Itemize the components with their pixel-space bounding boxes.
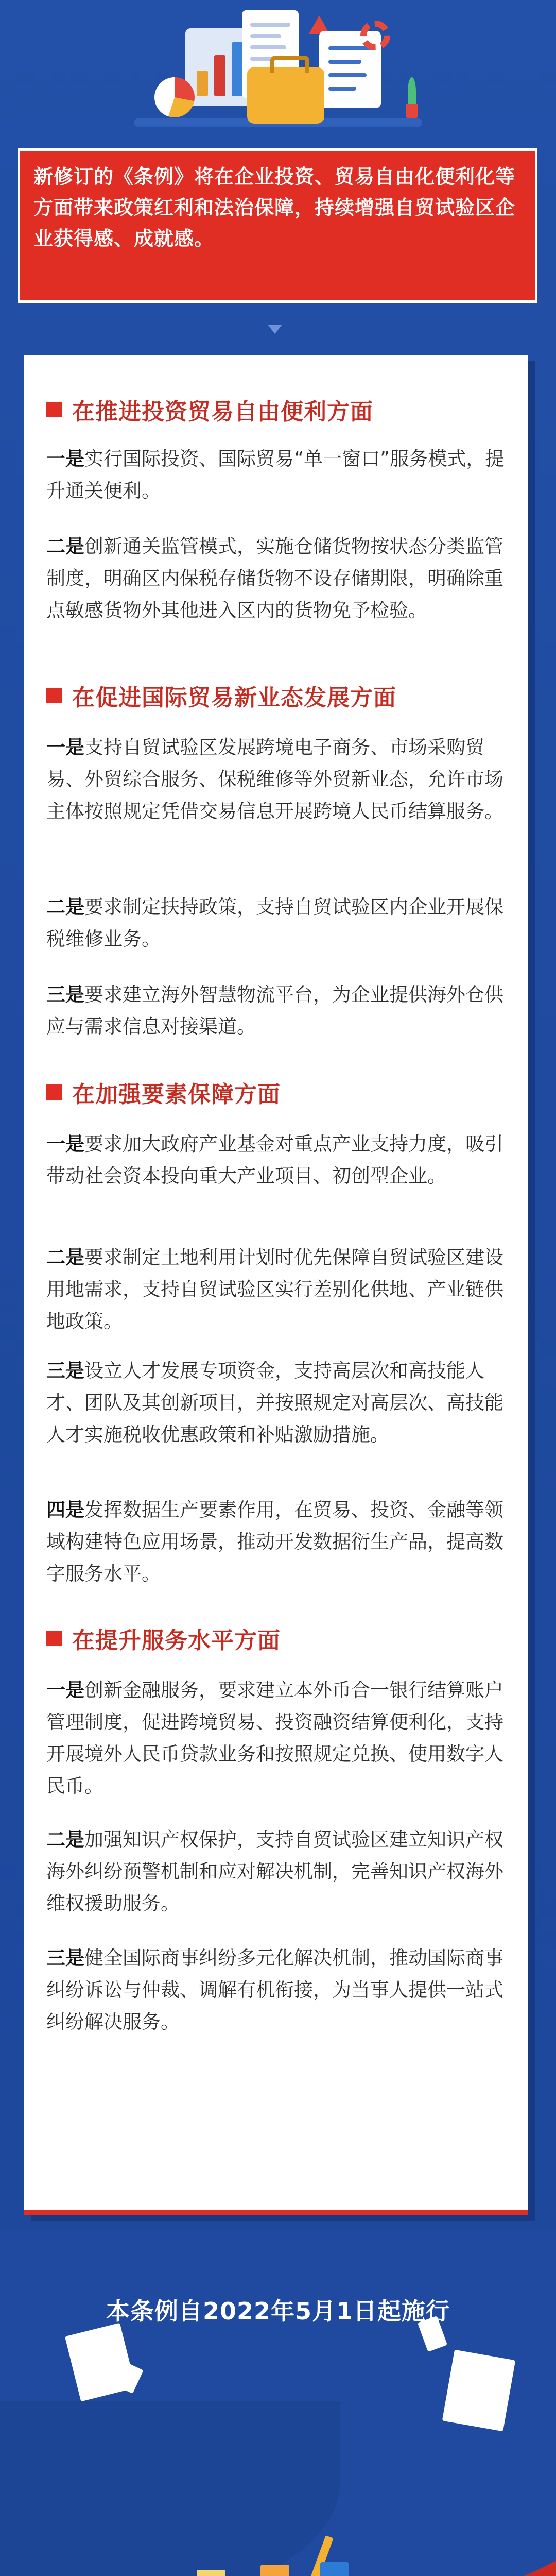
- section-3-item-2: 二是要求制定土地利用计划时优先保障自贸试验区建设用地需求，支持自贸试验区实行差别化供地、产业链供地政策。: [46, 1246, 503, 1332]
- square-bullet-icon: [46, 1084, 62, 1100]
- section-title-text: 在促进国际贸易新业态发展方面: [72, 685, 396, 710]
- section-3-item-4: 四是发挥数据生产要素作用，在贸易、投资、金融等领域构建特色应用场景，推动开发数据衍生产品，提高数字服务水平。: [46, 1499, 503, 1585]
- down-triangle-icon: [268, 325, 282, 334]
- card-bottom-accent: [24, 2210, 528, 2215]
- section-title-4: [46, 1623, 281, 1654]
- square-bullet-icon: [46, 402, 62, 417]
- section-1-item-2: 二是创新通关监管模式，实施仓储货物按状态分类监管制度，明确区内保税存储货物不设存储期限，明确除重点敏感货物外其他进入区内的货物免予检验。: [46, 535, 503, 621]
- intro-box: [18, 148, 537, 303]
- blue-wave-decoration: [0, 2401, 340, 2576]
- section-title-text: 在加强要素保障方面: [72, 1082, 281, 1107]
- section-title-text: 在提升服务水平方面: [72, 1628, 281, 1653]
- plant-icon: [402, 77, 422, 118]
- books-icon: [185, 2555, 371, 2576]
- square-bullet-icon: [46, 688, 62, 703]
- section-4-item-2: 二是加强知识产权保护，支持自贸试验区建立知识产权海外纠纷预警机制和应对解决机制，完善知识产权海外维权援助服务。: [46, 1828, 503, 1914]
- gear-icon: [360, 21, 390, 50]
- pie-chart-icon: [154, 77, 195, 117]
- section-2-item-3: 三是要求建立海外智慧物流平台，为企业提供海外仓供应与需求信息对接渠道。: [46, 984, 503, 1038]
- section-1-item-1: 一是实行国际投资、国际贸易“单一窗口”服务模式，提升通关便利。: [46, 448, 505, 502]
- section-2-item-1: 一是支持自贸试验区发展跨境电子商务、市场采购贸易、外贸综合服务、保税维修等外贸新业态，允许市场主体按照规定凭借交易信息开展跨境人民币结算服务。: [46, 736, 503, 822]
- floating-paper-icon: [442, 2350, 515, 2432]
- section-3-item-3: 三是设立人才发展专项资金，支持高层次和高技能人才、团队及其创新项目，并按照规定对高层次、高技能人才实施税收优惠政策和补贴激励措施。: [46, 1360, 503, 1446]
- section-title-text: 在推进投资贸易自由便利方面: [72, 399, 373, 425]
- square-bullet-icon: [46, 1631, 62, 1646]
- section-title-1: [46, 394, 373, 425]
- section-2-item-2: 二是要求制定扶持政策，支持自贸试验区内企业开展保税维修业务。: [46, 896, 503, 950]
- section-3-item-1: 一是要求加大政府产业基金对重点产业支持力度，吸引带动社会资本投向重大产业项目、初创型企业。: [46, 1133, 503, 1187]
- hero-illustration: [0, 0, 556, 155]
- intro-text: 新修订的《条例》将在企业投资、贸易自由化便利化等方面带来政策红利和法治保障，持续增强自贸试验区企业获得感、成就感。: [33, 165, 516, 250]
- section-4-item-3: 三是健全国际商事纠纷多元化解决机制，推动国际商事纠纷诉讼与仲裁、调解有机衔接，为当事人提供一站式纠纷解决服务。: [46, 1947, 503, 2033]
- effective-date: 本条例自2022年5月1日起施行: [106, 2297, 450, 2325]
- section-4-item-1: 一是创新金融服务，要求建立本外币合一银行结算账户管理制度，促进跨境贸易、投资融资结算便利化，支持开展境外人民币贷款业务和按照规定兑换、使用数字人民币。: [46, 1679, 503, 1797]
- section-title-3: [46, 1077, 281, 1108]
- section-title-2: [46, 680, 396, 711]
- briefcase-icon: [247, 67, 324, 124]
